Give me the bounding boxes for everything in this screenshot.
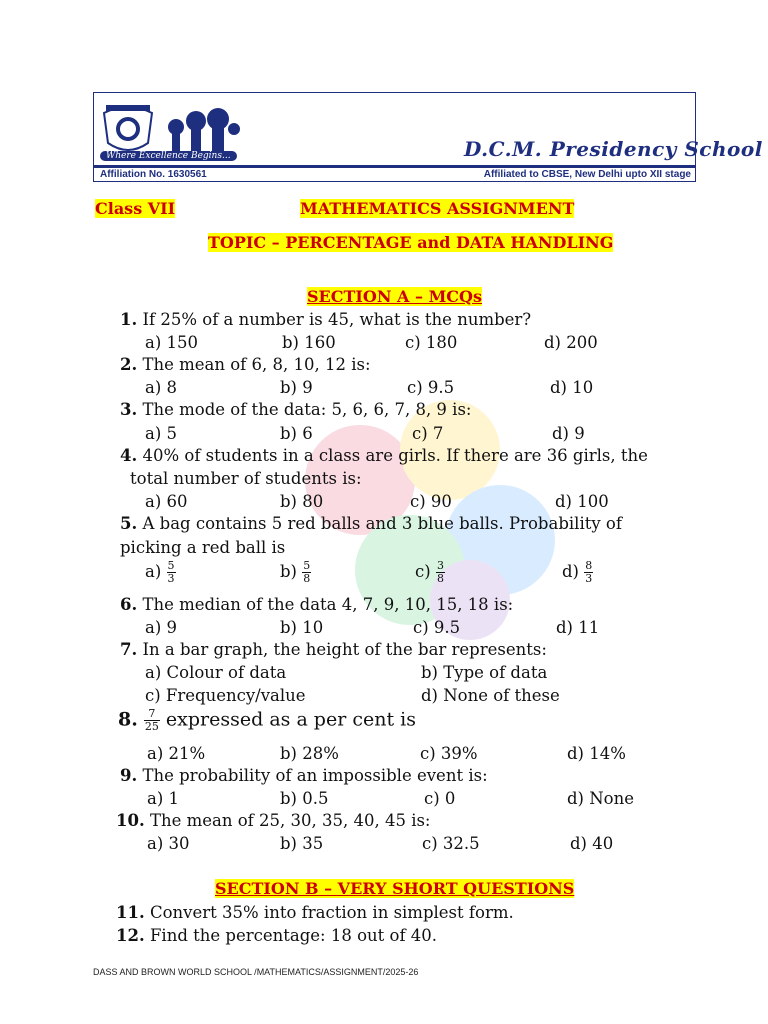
question-4: 4. 40% of students in a class are girls. If there are 36 girls, the <box>120 446 648 465</box>
question-11: 11. Convert 35% into fraction in simplest form. <box>116 903 514 922</box>
fraction: $\frac{5}{8}$ <box>303 559 311 585</box>
q4-option-c: c) 90 <box>410 492 452 511</box>
q10-option-d: d) 40 <box>570 834 614 853</box>
q3-option-b: b) 6 <box>280 424 313 443</box>
q4-option-d: d) 100 <box>555 492 609 511</box>
q1-option-d: d) 200 <box>544 333 598 352</box>
question-5: 5. A bag contains 5 red balls and 3 blue balls. Probability of <box>120 514 622 533</box>
section-b-heading: SECTION B – VERY SHORT QUESTIONS <box>215 879 575 898</box>
question-1: 1. If 25% of a number is 45, what is the number? <box>120 310 532 329</box>
q8-option-d: d) 14% <box>567 744 626 763</box>
fraction: $\frac{5}{3}$ <box>167 559 175 585</box>
school-tagline: Where Excellence Begins... <box>100 151 237 161</box>
q4-option-b: b) 80 <box>280 492 324 511</box>
school-name: D.C.M. Presidency School <box>464 137 763 161</box>
affiliation-board: Affiliated to CBSE, New Delhi upto XII stage <box>483 169 691 180</box>
q2-option-c: c) 9.5 <box>407 378 455 397</box>
assignment-title: MATHEMATICS ASSIGNMENT <box>300 199 575 218</box>
q3-option-a: a) 5 <box>145 424 178 443</box>
q10-option-c: c) 32.5 <box>422 834 480 853</box>
q6-option-d: d) 11 <box>556 618 600 637</box>
q5-option-b: b) $\frac{5}{8}$ <box>280 559 311 585</box>
class-label: Class VII <box>95 199 176 218</box>
q4-option-a: a) 60 <box>145 492 188 511</box>
q2-option-d: d) 10 <box>550 378 594 397</box>
q3-option-d: d) 9 <box>552 424 585 443</box>
q6-option-c: c) 9.5 <box>413 618 461 637</box>
section-a-heading: SECTION A – MCQs <box>307 287 482 306</box>
q9-option-d: d) None <box>567 789 635 808</box>
q9-option-a: a) 1 <box>147 789 180 808</box>
affiliation-number: Affiliation No. 1630561 <box>100 169 207 180</box>
question-6: 6. The median of the data 4, 7, 9, 10, 15, 18 is: <box>120 595 514 614</box>
question-4-continued: total number of students is: <box>130 469 362 488</box>
q1-option-b: b) 160 <box>282 333 336 352</box>
question-10: 10. The mean of 25, 30, 35, 40, 45 is: <box>116 811 431 830</box>
q8-option-c: c) 39% <box>420 744 478 763</box>
question-3: 3. The mode of the data: 5, 6, 6, 7, 8, 9 is: <box>120 400 472 419</box>
question-8: 8. $\frac{7}{25}$ expressed as a per cent is <box>118 707 416 733</box>
question-9: 9. The probability of an impossible event is: <box>120 766 488 785</box>
school-header-banner <box>93 92 763 182</box>
q5-option-a: a) $\frac{5}{3}$ <box>145 559 175 585</box>
q1-option-a: a) 150 <box>145 333 199 352</box>
q10-option-a: a) 30 <box>147 834 190 853</box>
question-2: 2. The mean of 6, 8, 10, 12 is: <box>120 355 371 374</box>
q6-option-b: b) 10 <box>280 618 324 637</box>
q1-option-c: c) 180 <box>405 333 458 352</box>
q9-option-b: b) 0.5 <box>280 789 329 808</box>
q5-option-c: c) $\frac{3}{8}$ <box>415 559 444 585</box>
question-12: 12. Find the percentage: 18 out of 40. <box>116 926 438 945</box>
header-divider <box>94 165 695 168</box>
q10-option-b: b) 35 <box>280 834 324 853</box>
page-footer: DASS AND BROWN WORLD SCHOOL /MATHEMATICS/ASSIGNMENT/2025-26 <box>93 967 419 977</box>
q8-option-b: b) 28% <box>280 744 339 763</box>
q8-option-a: a) 21% <box>147 744 206 763</box>
q7-option-d: d) None of these <box>421 686 560 705</box>
q7-option-b: b) Type of data <box>421 663 548 682</box>
q6-option-a: a) 9 <box>145 618 178 637</box>
q7-option-c: c) Frequency/value <box>145 686 306 705</box>
fraction: $\frac{7}{25}$ <box>144 707 159 733</box>
question-7: 7. In a bar graph, the height of the bar represents: <box>120 640 547 659</box>
question-5-continued: picking a red ball is <box>120 538 286 557</box>
fraction: $\frac{3}{8}$ <box>436 559 444 585</box>
q3-option-c: c) 7 <box>412 424 444 443</box>
fraction: $\frac{8}{3}$ <box>585 559 593 585</box>
q5-option-d: d) $\frac{8}{3}$ <box>562 559 593 585</box>
q2-option-a: a) 8 <box>145 378 178 397</box>
q2-option-b: b) 9 <box>280 378 313 397</box>
q9-option-c: c) 0 <box>424 789 456 808</box>
q7-option-a: a) Colour of data <box>145 663 287 682</box>
topic-title: TOPIC – PERCENTAGE and DATA HANDLING <box>208 233 614 252</box>
